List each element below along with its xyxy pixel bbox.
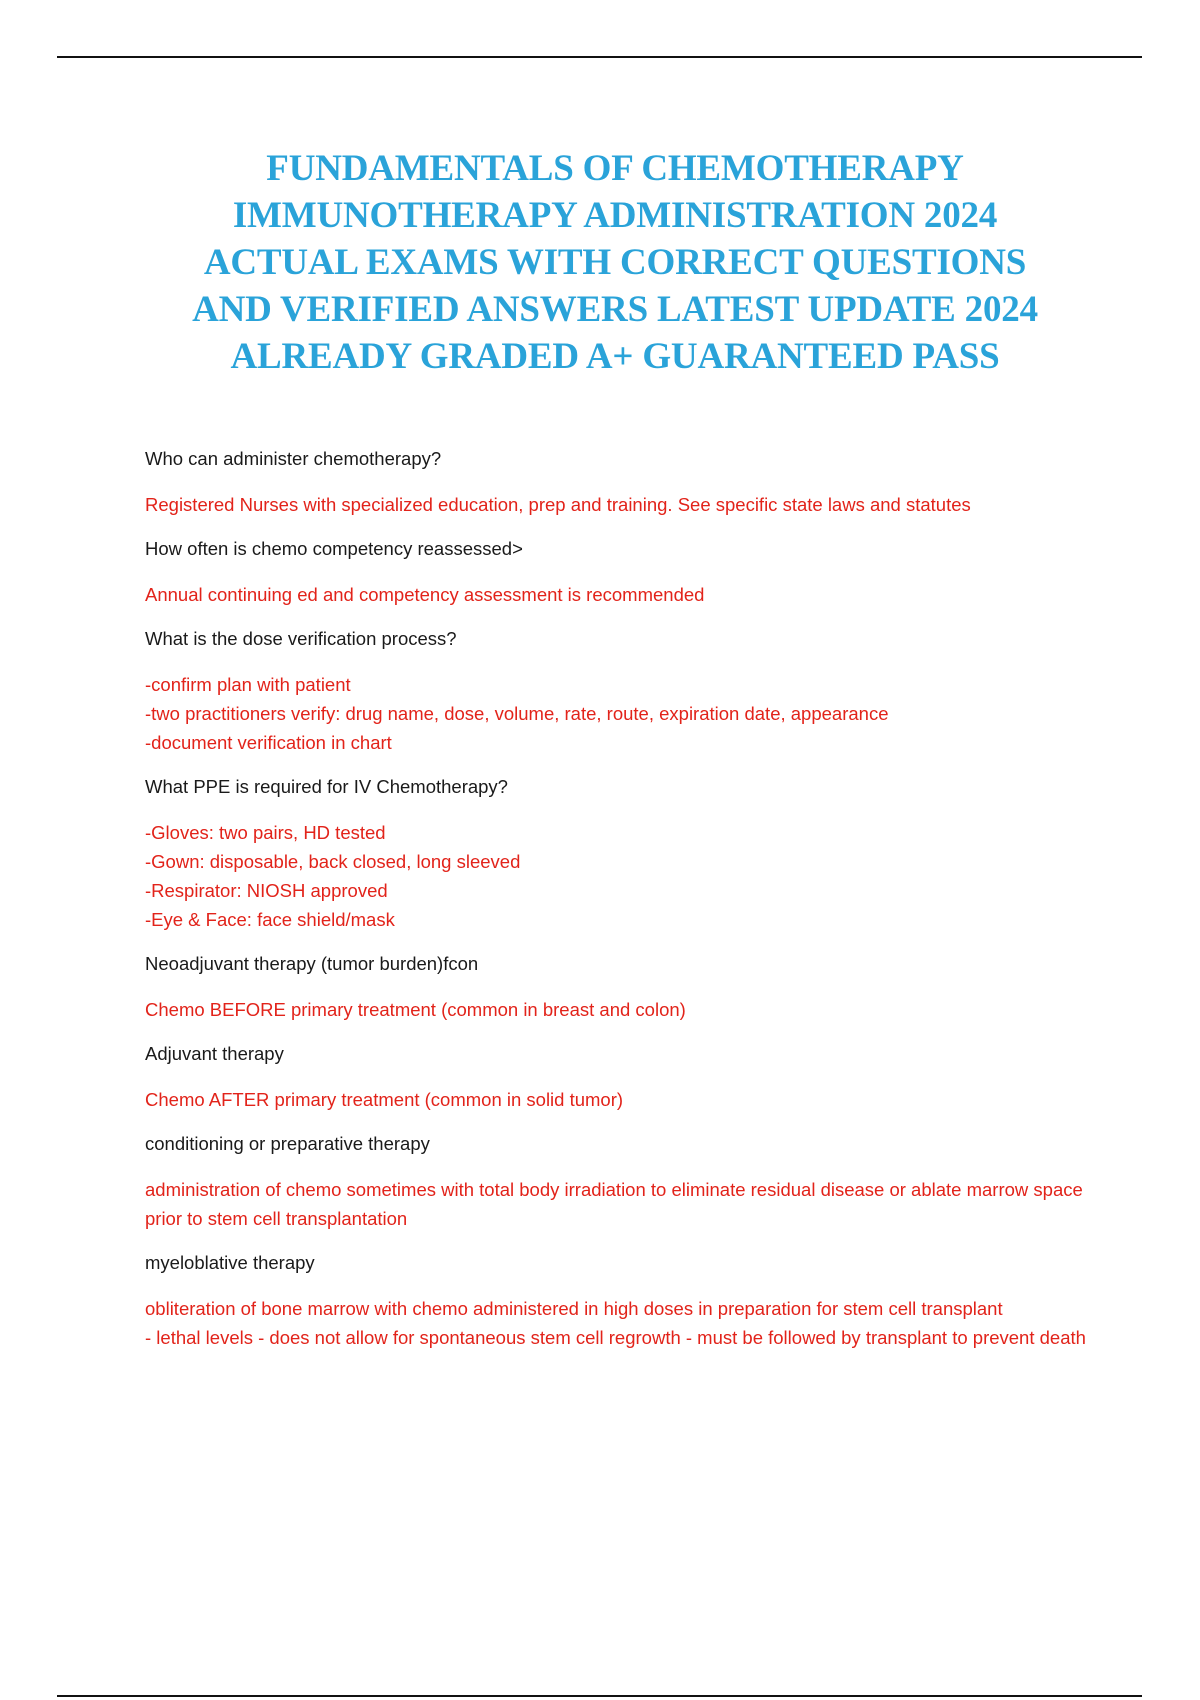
answer-line: obliteration of bone marrow with chemo administered in high doses in preparation for stem cell transplant xyxy=(145,1298,1003,1319)
title-line: ACTUAL EXAMS WITH CORRECT QUESTIONS xyxy=(203,242,1027,283)
qa-item xyxy=(145,626,1095,757)
title-line: ALREADY GRADED A+ GUARANTEED PASS xyxy=(230,336,1000,377)
question-text: How often is chemo competency reassessed> xyxy=(145,538,523,559)
answer-line: -Gown: disposable, back closed, long sleeved xyxy=(145,851,521,872)
answer-text xyxy=(145,995,1095,1024)
document-title xyxy=(150,145,1080,380)
answer-line: -Eye & Face: face shield/mask xyxy=(145,909,395,930)
qa-item xyxy=(145,1041,1095,1114)
answer-line: -Gloves: two pairs, HD tested xyxy=(145,822,386,843)
answer-line: -confirm plan with patient xyxy=(145,674,351,695)
answer-text xyxy=(145,1294,1095,1352)
answer-text xyxy=(145,818,1095,934)
bottom-divider xyxy=(57,1695,1142,1697)
answer-text xyxy=(145,1085,1095,1114)
answer-line: Registered Nurses with specialized education, prep and training. See specific state laws and statutes xyxy=(145,494,971,515)
answer-line: -two practitioners verify: drug name, dose, volume, rate, route, expiration date, appearance xyxy=(145,703,889,724)
title-line: IMMUNOTHERAPY ADMINISTRATION 2024 xyxy=(232,195,998,236)
question-text: What is the dose verification process? xyxy=(145,628,457,649)
answer-text xyxy=(145,580,1095,609)
question-text: myeloblative therapy xyxy=(145,1252,315,1273)
answer-line: Chemo AFTER primary treatment (common in solid tumor) xyxy=(145,1089,624,1110)
answer-text xyxy=(145,1175,1095,1233)
answer-line: Chemo BEFORE primary treatment (common in breast and colon) xyxy=(145,999,686,1020)
question-text: Adjuvant therapy xyxy=(145,1043,284,1064)
question-text: What PPE is required for IV Chemotherapy? xyxy=(145,776,508,797)
title-line: AND VERIFIED ANSWERS LATEST UPDATE 2024 xyxy=(192,289,1038,330)
top-divider xyxy=(57,56,1142,58)
qa-item xyxy=(145,536,1095,609)
question-text: Who can administer chemotherapy? xyxy=(145,448,442,469)
answer-line: -Respirator: NIOSH approved xyxy=(145,880,388,901)
qa-item xyxy=(145,774,1095,934)
answer-line: - lethal levels - does not allow for spontaneous stem cell regrowth - must be followed by transplant to prevent death xyxy=(145,1327,1086,1348)
answer-text xyxy=(145,670,1095,757)
qa-item xyxy=(145,446,1095,519)
qa-item xyxy=(145,951,1095,1024)
answer-text xyxy=(145,490,1095,519)
title-line: FUNDAMENTALS OF CHEMOTHERAPY xyxy=(266,148,964,189)
question-text: conditioning or preparative therapy xyxy=(145,1133,430,1154)
qa-list xyxy=(145,446,1095,1369)
question-text: Neoadjuvant therapy (tumor burden)fcon xyxy=(145,953,479,974)
qa-item xyxy=(145,1250,1095,1352)
qa-item xyxy=(145,1131,1095,1233)
answer-line: Annual continuing ed and competency assessment is recommended xyxy=(145,584,705,605)
answer-line: -document verification in chart xyxy=(145,732,392,753)
answer-line: administration of chemo sometimes with total body irradiation to eliminate residual disease or ablate marrow space prior to stem cell transplantation xyxy=(145,1179,1083,1229)
